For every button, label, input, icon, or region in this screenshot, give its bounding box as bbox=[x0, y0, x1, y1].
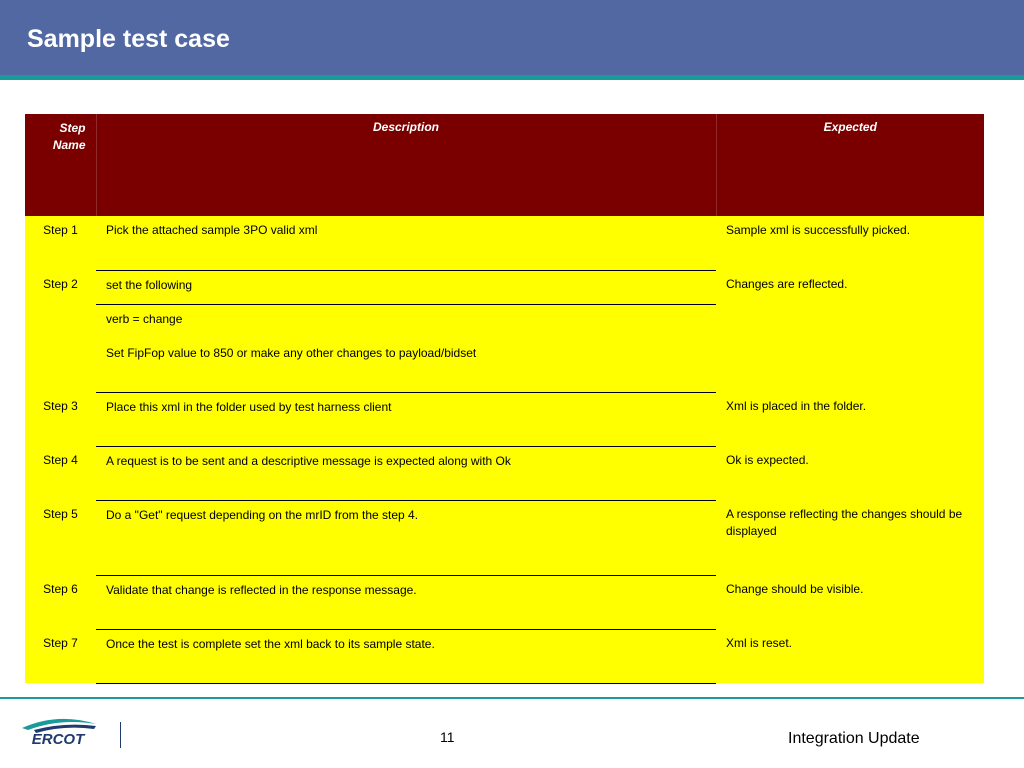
table-row bbox=[25, 216, 984, 270]
step-cell: Step 2 bbox=[25, 270, 96, 392]
expected-cell: Sample xml is successfully picked. bbox=[716, 216, 984, 270]
table-row bbox=[25, 392, 984, 446]
step-cell: Step 7 bbox=[25, 629, 96, 683]
table-row bbox=[25, 446, 984, 500]
footer-divider bbox=[120, 722, 121, 748]
description-cell: Validate that change is reflected in the response message. bbox=[96, 575, 716, 629]
footer-accent-line bbox=[0, 697, 1024, 699]
footer-text: Integration Update bbox=[788, 730, 920, 747]
table-header-row bbox=[25, 114, 984, 216]
description-line: Set FipFop value to 850 or make any other changes to payload/bidset bbox=[106, 345, 477, 360]
description-cell bbox=[96, 304, 716, 392]
description-cell: Place this xml in the folder used by test harness client bbox=[96, 392, 716, 446]
description-cell: Once the test is complete set the xml back to its sample state. bbox=[96, 629, 716, 683]
step-cell: Step 1 bbox=[25, 216, 96, 270]
expected-cell: Xml is placed in the folder. bbox=[716, 392, 984, 446]
test-case-table bbox=[25, 114, 984, 684]
step-cell: Step 3 bbox=[25, 392, 96, 446]
title-accent-line bbox=[0, 75, 1024, 80]
expected-cell: Ok is expected. bbox=[716, 446, 984, 500]
header-expected: Expected bbox=[716, 114, 984, 216]
expected-cell: Xml is reset. bbox=[716, 629, 984, 683]
description-cell: Pick the attached sample 3PO valid xml bbox=[96, 216, 716, 270]
slide-title: Sample test case bbox=[27, 25, 230, 53]
step-cell: Step 4 bbox=[25, 446, 96, 500]
expected-cell: Changes are reflected. bbox=[716, 270, 984, 392]
step-cell: Step 6 bbox=[25, 575, 96, 629]
ercot-logo bbox=[20, 714, 100, 748]
table-row bbox=[25, 500, 984, 575]
page-number: 11 bbox=[440, 729, 455, 745]
table-row bbox=[25, 270, 984, 304]
header-description: Description bbox=[96, 114, 716, 216]
expected-cell: A response reflecting the changes should be displayed bbox=[716, 500, 984, 575]
header-step-name: Step Name bbox=[25, 114, 96, 216]
step-cell: Step 5 bbox=[25, 500, 96, 575]
table-row bbox=[25, 575, 984, 629]
description-line: verb = change bbox=[106, 311, 183, 326]
test-case-table-container bbox=[25, 114, 984, 684]
description-cell: A request is to be sent and a descriptive message is expected along with Ok bbox=[96, 446, 716, 500]
description-cell: Do a "Get" request depending on the mrID from the step 4. bbox=[96, 500, 716, 575]
expected-cell: Change should be visible. bbox=[716, 575, 984, 629]
description-cell: set the following bbox=[96, 270, 716, 304]
table-row bbox=[25, 629, 984, 683]
logo-text: ERCOT bbox=[31, 731, 85, 748]
